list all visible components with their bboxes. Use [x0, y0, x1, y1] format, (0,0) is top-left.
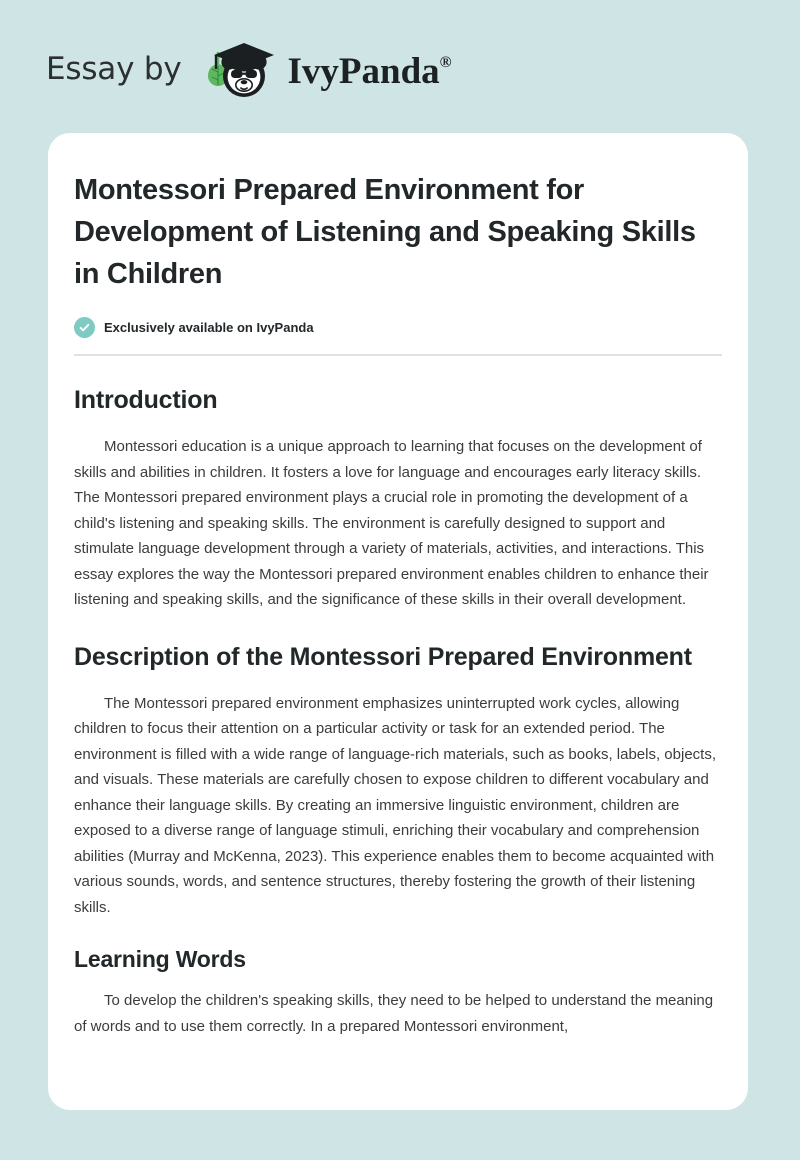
- status-badge-label: Exclusively available on IvyPanda: [104, 319, 314, 335]
- essay-by-label: Essay by: [46, 50, 182, 87]
- panda-graduate-icon: [200, 36, 278, 102]
- header-divider: [74, 354, 722, 356]
- section-paragraph-description: The Montessori prepared environment emphasizes uninterrupted work cycles, allowing children to focus their attention on a particular activity or task for an extended period. The environment is filled with a wide range of language-rich materials, such as books, labels, objects, and visuals. These materials are carefully chosen to expose children to different vocabulary and enhance their language skills. By creating an immersive linguistic environment, children are exposed to a diverse range of language stimuli, enriching their vocabulary and comprehension abilities (Murray and McKenna, 2023). This experience enables them to become acquainted with various sounds, words, and sentence structures, thereby fostering the growth of their listening skills.: [74, 694, 716, 916]
- essay-content: [48, 133, 748, 1039]
- status-badge: [74, 316, 722, 338]
- brand-header: [46, 36, 452, 102]
- wordmark-text: IvyPanda: [287, 50, 440, 92]
- check-circle-icon: [74, 317, 95, 338]
- section-heading-introduction: Introduction: [74, 386, 218, 414]
- page-title: Montessori Prepared Environment for Development of Listening and Speaking Skills in Children: [74, 174, 696, 290]
- essay-card: [48, 133, 748, 1110]
- registered-trademark-icon: ®: [439, 54, 452, 72]
- section-heading-learning-words: Learning Words: [74, 946, 246, 972]
- section-paragraph-introduction: Montessori education is a unique approach to learning that focuses on the development of skills and abilities in children. It fosters a love for language and encourages early literacy skills. The Montessori prepared environment plays a crucial role in promoting the development of a child's listening and speaking skills. The environment is carefully designed to support and stimulate language development through a variety of materials, activities, and interactions. This essay explores the way the Montessori prepared environment enables children to enhance their listening and speaking skills, and the significance of these skills in their overall development.: [74, 438, 709, 608]
- section-paragraph-learning-words: To develop the children's speaking skills, they need to be helped to understand the meaning of words and to use them correctly. In a prepared Montessori environment,: [74, 992, 714, 1035]
- ivypanda-wordmark: [287, 50, 452, 92]
- section-heading-description: Description of the Montessori Prepared Environment: [74, 642, 692, 671]
